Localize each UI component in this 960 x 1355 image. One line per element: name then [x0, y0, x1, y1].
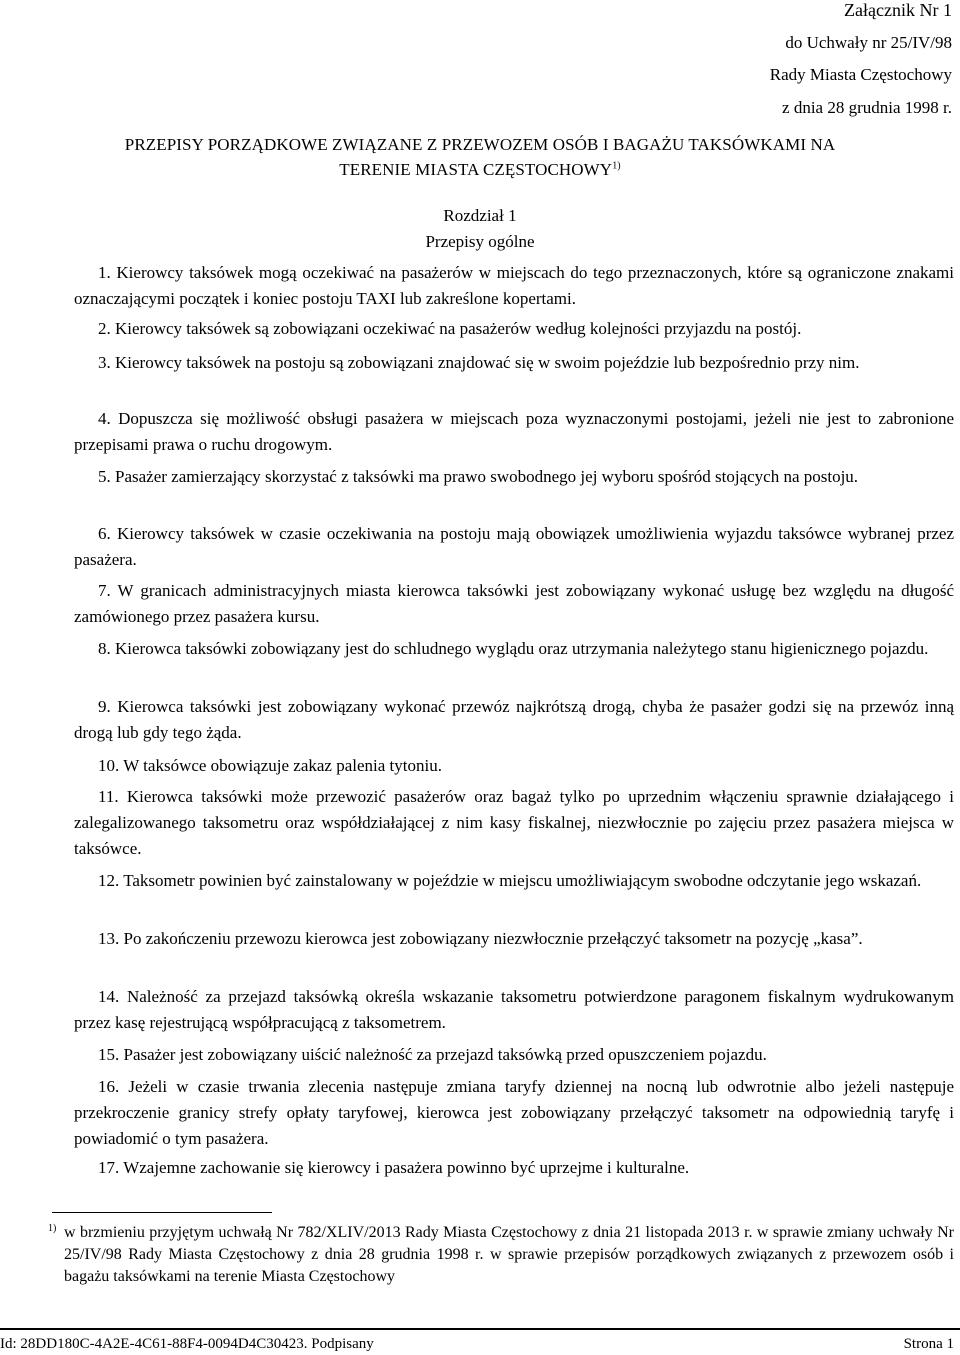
paragraph-10: 10. W taksówce obowiązuje zakaz palenia tytoniu. [98, 756, 442, 775]
paragraph-17: 17. Wzajemne zachowanie się kierowcy i pasażera powinno być uprzejme i kulturalne. [98, 1158, 690, 1177]
paragraph-14: 14. Należność za przejazd taksówką określa wskazanie taksometru potwierdzone paragonem fiskalnym wydrukowanym przez kasę rejestrującą współpracującą z taksometrem. [74, 987, 954, 1032]
paragraph-3: 3. Kierowcy taksówek na postoju są zobowiązani znajdować się w swoim pojeździe lub bezpośrednio przy nim. [98, 353, 860, 372]
footnote-mark: 1) [48, 1223, 57, 1234]
paragraph-13: 13. Po zakończeniu przewozu kierowca jest zobowiązany niezwłocznie przełączyć taksometr na pozycję „kasa”. [98, 929, 863, 948]
title-line-2 [0, 157, 960, 182]
paragraph-2: 2. Kierowcy taksówek są zobowiązani oczekiwać na pasażerów według kolejności przyjazdu na postój. [98, 319, 802, 338]
paragraph-4: 4. Dopuszcza się możliwość obsługi pasażera w miejscach poza wyznaczonymi postojami, jeżeli nie jest to zabronione przepisami prawa o ruchu drogowym. [74, 409, 954, 454]
paragraph-9: 9. Kierowca taksówki jest zobowiązany wykonać przewóz najkrótszą drogą, chyba że pasażer godzi się na przewóz inną drogą lub gdy tego żąda. [74, 697, 954, 742]
paragraph-6: 6. Kierowcy taksówek w czasie oczekiwania na postoju mają obowiązek umożliwienia wyjazdu taksówce wybranej przez pasażera. [74, 524, 954, 569]
footnote-divider [52, 1212, 272, 1213]
annex-resolution: do Uchwały nr 25/IV/98 [785, 32, 952, 52]
paragraph-16: 16. Jeżeli w czasie trwania zlecenia następuje zmiana taryfy dziennej na nocną lub odwrotnie albo jeżeli następuje przekroczenie granicy strefy opłaty taryfowej, kierowca jest zobowiązany przełączyć taksometr na odpowiednią taryfę i powiadomić o tym pasażera. [74, 1077, 954, 1148]
footnote [48, 1222, 954, 1288]
paragraph-11: 11. Kierowca taksówki może przewozić pasażerów oraz bagaż tylko po uprzednim włączeniu sprawnie działającego i zalegalizowanego taksometru oraz współdziałającej z nim kasy fiskalnej, niezwłocznie po zajęciu przez pasażera miejsca w taksówce. [74, 787, 954, 858]
paragraph-15: 15. Pasażer jest zobowiązany uiścić należność za przejazd taksówką przed opuszczeniem pojazdu. [98, 1045, 767, 1064]
document-title [0, 132, 960, 182]
annex-date: z dnia 28 grudnia 1998 r. [782, 97, 952, 117]
page-footer-divider [0, 1328, 960, 1330]
paragraph-12: 12. Taksometr powinien być zainstalowany w pojeździe w miejscu umożliwiającym swobodne odczytanie jego wskazań. [98, 871, 922, 890]
annex-number: Załącznik Nr 1 [844, 0, 952, 20]
paragraph-1: 1. Kierowcy taksówek mogą oczekiwać na pasażerów w miejscach do tego przeznaczonych, które są ograniczone znakami oznaczającymi początek i koniec postoju TAXI lub zakreślone kopertami. [74, 263, 954, 308]
page-number: Strona 1 [903, 1336, 954, 1352]
title-line-1: PRZEPISY PORZĄDKOWE ZWIĄZANE Z PRZEWOZEM OSÓB I BAGAŻU TAKSÓWKAMI NA [124, 135, 836, 154]
title-line-2-text: TERENIE MIASTA CZĘSTOCHOWY [339, 160, 613, 179]
title-footnote-ref: 1) [612, 160, 621, 172]
annex-header [770, 0, 952, 124]
annex-council: Rady Miasta Częstochowy [769, 65, 952, 84]
paragraph-7: 7. W granicach administracyjnych miasta kierowca taksówki jest zobowiązany wykonać usługę bez względu na długość zamówionego przez pasażera kursu. [74, 581, 954, 626]
paragraph-8: 8. Kierowca taksówki zobowiązany jest do schludnego wyglądu oraz utrzymania należytego stanu higienicznego pojazdu. [98, 639, 929, 658]
chapter-heading: Rozdział 1 [443, 206, 517, 225]
document-id: Id: 28DD180C-4A2E-4C61-88F4-0094D4C30423. Podpisany [0, 1336, 374, 1352]
chapter-subtitle: Przepisy ogólne [425, 232, 535, 251]
paragraph-5: 5. Pasażer zamierzający skorzystać z taksówki ma prawo swobodnego jej wyboru spośród stojących na postoju. [98, 467, 859, 486]
footnote-text: w brzmieniu przyjętym uchwałą Nr 782/XLIV/2013 Rady Miasta Częstochowy z dnia 21 listopada 2013 r. w sprawie zmiany uchwały Nr 25/IV/98 Rady Miasta Częstochowy z dnia 28 grudnia 1998 r. w sprawie przepisów porządkowych związanych z przewozem osób i bagażu taksówkami na terenie Miasta Częstochowy [64, 1224, 954, 1285]
